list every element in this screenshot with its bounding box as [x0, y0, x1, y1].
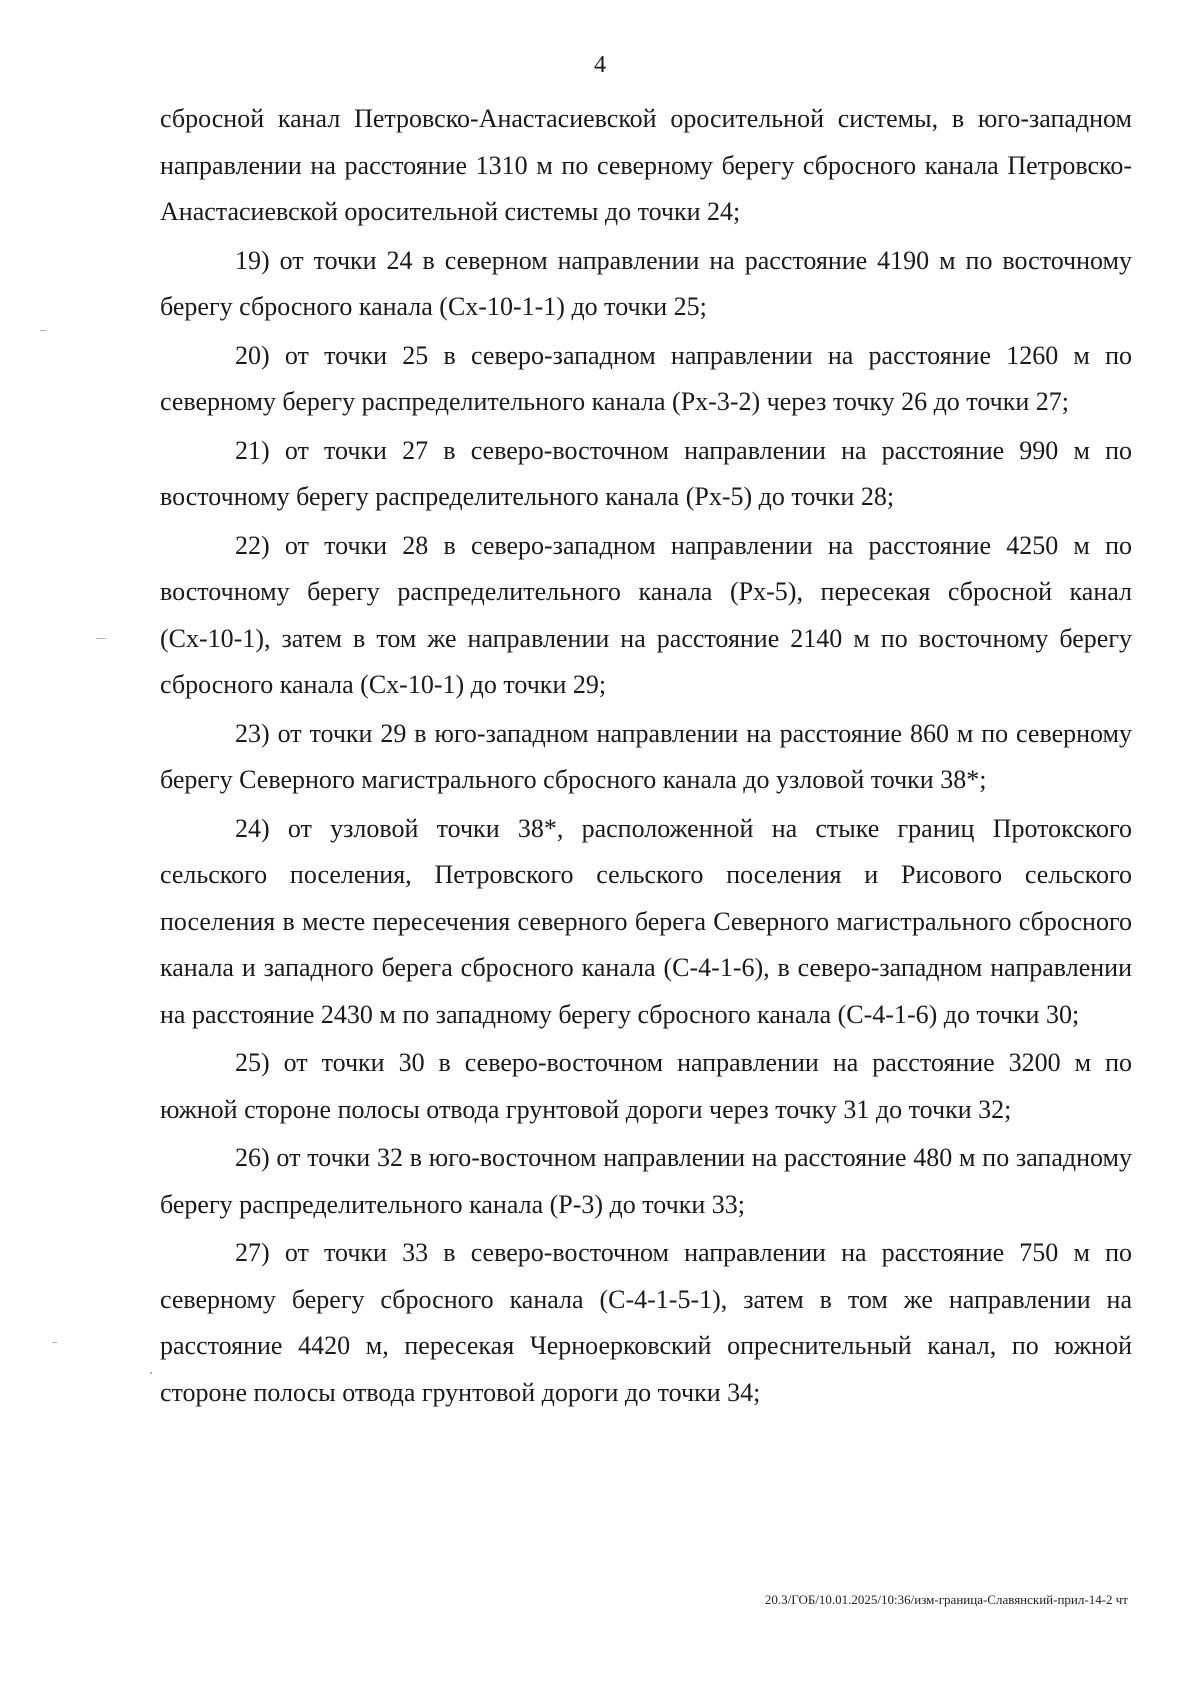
paragraph-item-26: 26) от точки 32 в юго-восточном направлении на расстояние 480 м по западному берегу распределительного канала (Р-3) до точки 33; — [160, 1143, 1132, 1219]
scan-speck — [96, 638, 106, 639]
scan-speck — [40, 330, 46, 331]
paragraph-item-20: 20) от точки 25 в северо-западном направлении на расстояние 1260 м по северному берегу распределительного канала (Рх-3-2) через точку 26 до точки 27; — [160, 340, 1132, 416]
paragraph-item-19: 19) от точки 24 в северном направлении на расстояние 4190 м по восточному берегу сбросного канала (Сх-10-1-1) до точки 25; — [160, 245, 1132, 321]
paragraph-item-22: 22) от точки 28 в северо-западном направлении на расстояние 4250 м по восточному берегу распределительного канала (Рх-5), пересекая сбросной канал (Сх-10-1), затем в том же направлении на расстояние 2140 м по восточному берегу сбросного канала (Сх-10-1) до точки 29; — [160, 530, 1132, 699]
page-number: 4 — [594, 52, 606, 78]
scan-speck — [52, 1342, 57, 1343]
document-body — [160, 96, 1132, 1418]
paragraph-item-27: 27) от точки 33 в северо-восточном направлении на расстояние 750 м по северному берегу сбросного канала (С-4-1-5-1), затем в том же направлении на расстояние 4420 м, пересекая Черноерковский опреснительный канал, по южной стороне полосы отвода грунтовой дороги до точки 34; — [160, 1238, 1132, 1407]
document-reference-footer: 20.3/ГОБ/10.01.2025/10:36/изм-граница-Славянский-прил-14-2 чт — [764, 1592, 1128, 1607]
paragraph-item-24: 24) от узловой точки 38*, расположенной на стыке границ Протокского сельского поселения, Петровского сельского поселения и Рисового сельского поселения в месте пересечения северного берега Северного магистрального сбросного канала и западного берега сбросного канала (С-4-1-6), в северо-западном направлении на расстояние 2430 м по западному берегу сбросного канала (С-4-1-6) до точки 30; — [160, 813, 1132, 1029]
paragraph-item-21: 21) от точки 27 в северо-восточном направлении на расстояние 990 м по восточному берегу распределительного канала (Рх-5) до точки 28; — [160, 435, 1132, 511]
paragraph-item-25: 25) от точки 30 в северо-восточном направлении на расстояние 3200 м по южной стороне полосы отвода грунтовой дороги через точку 31 до точки 32; — [160, 1048, 1132, 1124]
scan-speck — [150, 1372, 152, 1374]
paragraph-continuation: сбросной канал Петровско-Анастасиевской оросительной системы, в юго-западном направлении на расстояние 1310 м по северному берегу сбросного канала Петровско-Анастасиевской оросительной системы до точки 24; — [160, 104, 1132, 226]
paragraph-item-23: 23) от точки 29 в юго-западном направлении на расстояние 860 м по северному берегу Северного магистрального сбросного канала до узловой точки 38*; — [160, 718, 1132, 794]
